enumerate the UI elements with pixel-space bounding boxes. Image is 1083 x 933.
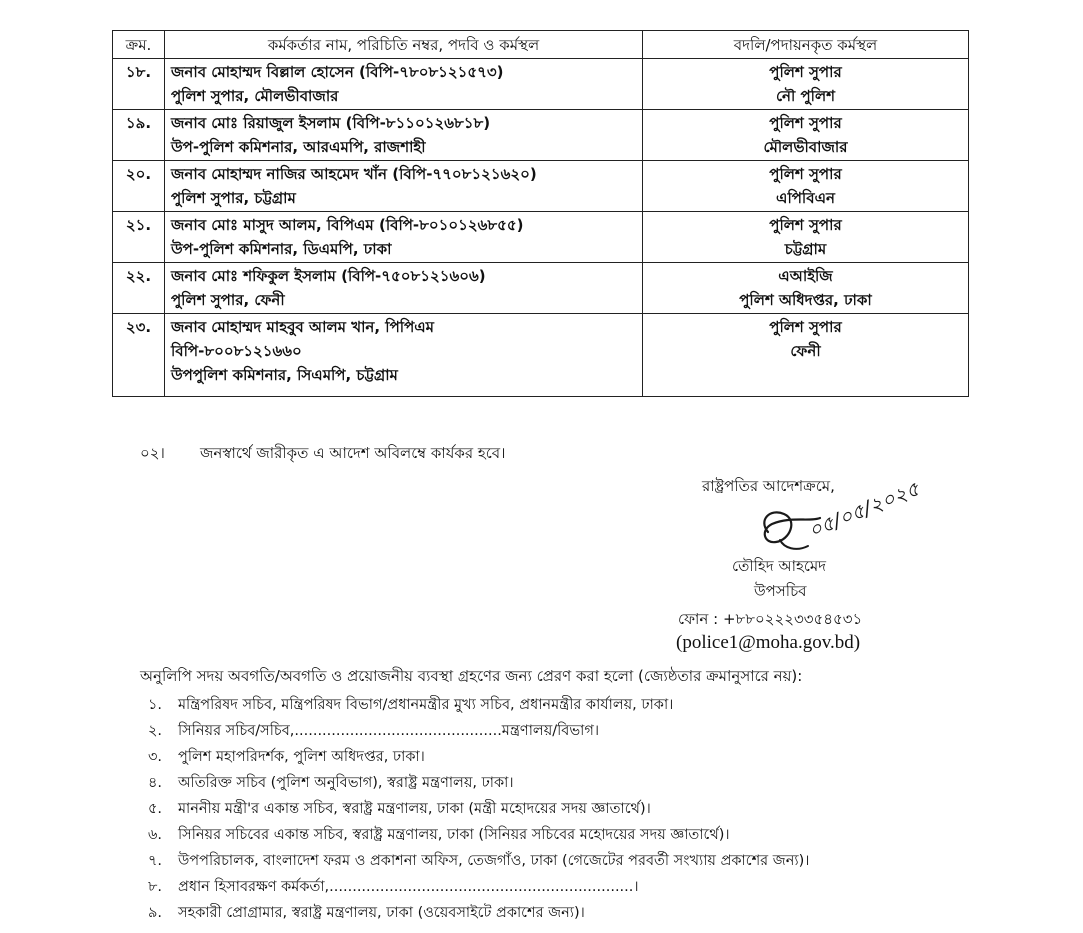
row-serial: ২৩.: [113, 314, 165, 397]
list-item: ৫. মাননীয় মন্ত্রী'র একান্ত সচিব, স্বরাষ্ট্র মন্ত্রণালয়, ঢাকা (মন্ত্রী মহোদয়ের সদয় জ্ঞাতার্থে)।: [148, 801, 651, 817]
row-new-posting: [643, 161, 969, 212]
row-serial: ২০.: [113, 161, 165, 212]
table-header-row: [113, 31, 969, 59]
person-current-post: পুলিশ সুপার, ফেনী: [171, 291, 285, 309]
list-item: ৭. উপপরিচালক, বাংলাদেশ ফরম ও প্রকাশনা অফিস, তেজগাঁও, ঢাকা (গেজেটের পরবর্তী সংখ্যায় প্রকাশের জন্য)।: [148, 853, 810, 869]
signatory-designation: উপসচিব: [754, 582, 807, 600]
new-post-place: মৌলভীবাজার: [763, 138, 848, 156]
person-name-id: জনাব মোঃ রিয়াজুল ইসলাম (বিপি-৮১১০১২৬৮১৮): [171, 114, 491, 132]
list-item: ২. সিনিয়র সচিব/সচিব,.............................................মন্ত্রণালয়/বিভাগ।: [148, 723, 600, 739]
row-person: [165, 161, 643, 212]
person-name-id: জনাব মোহাম্মদ নাজির আহমেদ খাঁন (বিপি-৭৭০৮১২১৬২০): [171, 165, 537, 183]
row-person: [165, 59, 643, 110]
row-person: [165, 212, 643, 263]
person-current-post: পুলিশ সুপার, মৌলভীবাজার: [171, 87, 339, 105]
person-name-id: জনাব মোহাম্মদ মাহবুব আলম খান, পিপিএম: [171, 318, 434, 336]
row-new-posting: [643, 314, 969, 397]
order-clause: [140, 442, 505, 467]
copy-intro: অনুলিপি সদয় অবগতি/অবগতি ও প্রয়োজনীয় ব্যবস্থা গ্রহণের জন্য প্রেরণ করা হলো (জ্যেষ্ঠতার ক্রমানুসারে নয়):: [140, 667, 803, 685]
row-new-posting: [643, 212, 969, 263]
header-posting: বদলি/পদায়নকৃত কর্মস্থল: [643, 31, 969, 59]
row-new-posting: [643, 263, 969, 314]
row-person: [165, 110, 643, 161]
list-item: ১. মন্ত্রিপরিষদ সচিব, মন্ত্রিপরিষদ বিভাগ/প্রধানমন্ত্রীর মুখ্য সচিব, প্রধানমন্ত্রীর কার্যালয়, ঢাকা।: [148, 697, 674, 713]
transfer-table: [112, 30, 969, 397]
row-serial: ১৮.: [113, 59, 165, 110]
person-current-post: উপ-পুলিশ কমিশনার, আরএমপি, রাজশাহী: [171, 138, 426, 156]
person-current-post: পুলিশ সুপার, চট্টগ্রাম: [171, 189, 296, 207]
person-current-post: উপ-পুলিশ কমিশনার, ডিএমপি, ঢাকা: [171, 240, 392, 258]
table-row: [113, 161, 969, 212]
person-name-id: জনাব মোহাম্মদ বিল্লাল হোসেন (বিপি-৭৮০৮১২১৫৭৩): [171, 63, 504, 81]
handwritten-date: ০৫/০৫/২০২৫: [804, 476, 923, 543]
order-clause-text: জনস্বার্থে জারীকৃত এ আদেশ অবিলম্বে কার্যকর হবে।: [200, 444, 506, 462]
new-post-title: পুলিশ সুপার: [769, 216, 842, 234]
row-serial: ২২.: [113, 263, 165, 314]
by-order-text: রাষ্ট্রপতির আদেশক্রমে,: [702, 477, 835, 495]
new-post-title: এআইজি: [778, 267, 833, 285]
signatory-name: তৌহিদ আহমেদ: [732, 557, 827, 575]
header-serial: ক্রম.: [113, 31, 165, 59]
table-row: [113, 59, 969, 110]
new-post-title: পুলিশ সুপার: [769, 63, 842, 81]
list-item: ৮. প্রধান হিসাবরক্ষণ কর্মকর্তা,..................................................................।: [148, 879, 639, 895]
person-name-id: জনাব মোঃ মাসুদ আলম, বিপিএম (বিপি-৮০১০১২৬৮৫৫): [171, 216, 524, 234]
handwritten-signature-icon: [750, 470, 940, 560]
list-item: ৬. সিনিয়র সচিবের একান্ত সচিব, স্বরাষ্ট্র মন্ত্রণালয়, ঢাকা (সিনিয়র সচিবের মহোদয়ের সদয় জ্ঞাতার্থে)।: [148, 827, 730, 843]
new-post-title: পুলিশ সুপার: [769, 318, 842, 336]
new-post-place: চট্টগ্রাম: [784, 240, 827, 258]
row-serial: ২১.: [113, 212, 165, 263]
signatory-email: (police1@moha.gov.bd): [676, 632, 861, 653]
header-person: কর্মকর্তার নাম, পরিচিতি নম্বর, পদবি ও কর্মস্থল: [165, 31, 643, 59]
row-person: [165, 263, 643, 314]
new-post-place: ফেনী: [790, 342, 821, 360]
list-item: ৪. অতিরিক্ত সচিব (পুলিশ অনুবিভাগ), স্বরাষ্ট্র মন্ত্রণালয়, ঢাকা।: [148, 775, 514, 791]
row-person: [165, 314, 643, 397]
row-serial: ১৯.: [113, 110, 165, 161]
new-post-place: পুলিশ অধিদপ্তর, ঢাকা: [739, 291, 872, 309]
new-post-place: এপিবিএন: [776, 189, 835, 207]
row-new-posting: [643, 59, 969, 110]
row-new-posting: [643, 110, 969, 161]
signature-block: [640, 470, 940, 660]
signatory-phone: ফোন : +৮৮০২২২৩৩৫৪৫৩১: [678, 610, 863, 628]
person-current-post: উপপুলিশ কমিশনার, সিএমপি, চট্টগ্রাম: [171, 366, 398, 384]
table-row: [113, 212, 969, 263]
new-post-place: নৌ পুলিশ: [775, 87, 836, 105]
new-post-title: পুলিশ সুপার: [769, 114, 842, 132]
copy-recipient-list: [148, 692, 809, 926]
list-item: ৩. পুলিশ মহাপরিদর্শক, পুলিশ অধিদপ্তর, ঢাকা।: [148, 749, 425, 765]
table-row: [113, 314, 969, 397]
order-clause-number: ০২।: [140, 444, 165, 462]
new-post-title: পুলিশ সুপার: [769, 165, 842, 183]
table-row: [113, 110, 969, 161]
table-row: [113, 263, 969, 314]
person-name-id: জনাব মোঃ শফিকুল ইসলাম (বিপি-৭৫০৮১২১৬০৬): [171, 267, 486, 285]
list-item: ৯. সহকারী প্রোগ্রামার, স্বরাষ্ট্র মন্ত্রণালয়, ঢাকা (ওয়েবসাইটে প্রকাশের জন্য)।: [148, 905, 585, 921]
person-bp-number: বিপি-৮০০৮১২১৬৬০: [171, 342, 302, 360]
